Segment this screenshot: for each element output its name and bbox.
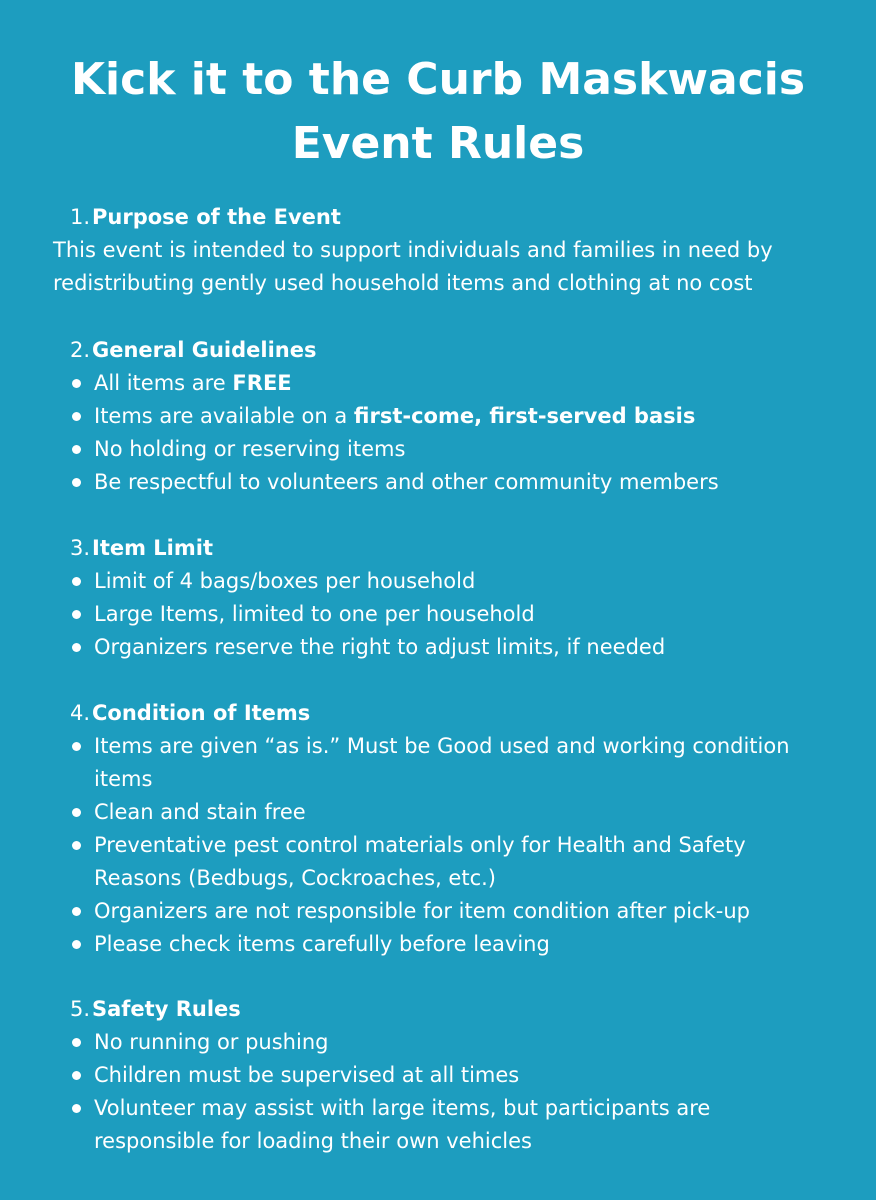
section-heading-item-limit xyxy=(70,532,213,565)
bullet-icon xyxy=(72,478,81,487)
bullet-icon xyxy=(72,610,81,619)
bullet-icon xyxy=(72,940,81,949)
section-heading-safety-rules xyxy=(70,993,241,1026)
title-line-2: Event Rules xyxy=(291,118,585,169)
item-text: Items are given “as is.” Must be Good used and working condition items xyxy=(94,734,790,791)
section-heading-purpose xyxy=(70,201,341,234)
item-text: Limit of 4 bags/boxes per household xyxy=(94,569,476,593)
item-text: Children must be supervised at all times xyxy=(94,1063,520,1087)
bullet-icon xyxy=(72,1104,81,1113)
list-item xyxy=(0,433,876,466)
bullet-icon xyxy=(72,742,81,751)
item-text: Items are available on a xyxy=(94,404,354,428)
item-text: Large Items, limited to one per household xyxy=(94,602,535,626)
page-title xyxy=(0,48,876,176)
section-number: 3. xyxy=(70,536,91,560)
section-title: Condition of Items xyxy=(92,701,311,725)
list-item xyxy=(0,367,876,400)
section-heading-general-guidelines xyxy=(70,334,316,367)
list-item xyxy=(0,1026,876,1059)
list-item xyxy=(0,829,876,895)
section-title: General Guidelines xyxy=(92,338,317,362)
item-text: Organizers reserve the right to adjust limits, if needed xyxy=(94,635,666,659)
bullet-icon xyxy=(72,1071,81,1080)
bullet-icon xyxy=(72,445,81,454)
section-title: Item Limit xyxy=(92,536,213,560)
item-text: No running or pushing xyxy=(94,1030,329,1054)
list-item xyxy=(0,598,876,631)
bullet-icon xyxy=(72,808,81,817)
bullet-icon xyxy=(72,841,81,850)
list-item xyxy=(0,400,876,433)
list-item xyxy=(0,796,876,829)
bullet-icon xyxy=(72,1038,81,1047)
bullet-icon xyxy=(72,577,81,586)
list-item xyxy=(0,730,876,796)
bullet-icon xyxy=(72,412,81,421)
item-text: No holding or reserving items xyxy=(94,437,406,461)
section-number: 2. xyxy=(70,338,91,362)
list-item xyxy=(0,631,876,664)
list-item xyxy=(0,928,876,961)
item-text: Be respectful to volunteers and other community members xyxy=(94,470,719,494)
item-text: Volunteer may assist with large items, but participants are responsible for loading their own vehicles xyxy=(94,1096,711,1153)
list-item xyxy=(0,1059,876,1092)
purpose-paragraph: This event is intended to support individuals and families in need by redistributing gently used household items and clothing at no cost xyxy=(53,238,773,295)
section-number: 4. xyxy=(70,701,91,725)
section-title: Purpose of the Event xyxy=(92,205,341,229)
list-item xyxy=(0,895,876,928)
bullet-icon xyxy=(72,907,81,916)
section-title: Safety Rules xyxy=(92,997,241,1021)
bullet-icon xyxy=(72,643,81,652)
item-limit-list xyxy=(0,565,876,664)
section-number: 1. xyxy=(70,205,91,229)
title-line-1: Kick it to the Curb Maskwacis xyxy=(70,54,806,105)
list-item xyxy=(0,1092,876,1158)
safety-rules-list xyxy=(0,1026,876,1158)
item-text: Please check items carefully before leaving xyxy=(94,932,550,956)
item-text: Clean and stain free xyxy=(94,800,306,824)
section-heading-condition-of-items xyxy=(70,697,310,730)
bullet-icon xyxy=(72,379,81,388)
item-bold-text: FREE xyxy=(232,371,292,395)
item-text: All items are xyxy=(94,371,233,395)
item-text: Organizers are not responsible for item condition after pick-up xyxy=(94,899,750,923)
list-item xyxy=(0,466,876,499)
item-bold-text: first-come, first-served basis xyxy=(353,404,696,428)
general-guidelines-list xyxy=(0,367,876,499)
condition-of-items-list xyxy=(0,730,876,961)
list-item xyxy=(0,565,876,598)
section-number: 5. xyxy=(70,997,91,1021)
item-text: Preventative pest control materials only for Health and Safety Reasons (Bedbugs, Cockroaches, etc.) xyxy=(94,833,746,890)
